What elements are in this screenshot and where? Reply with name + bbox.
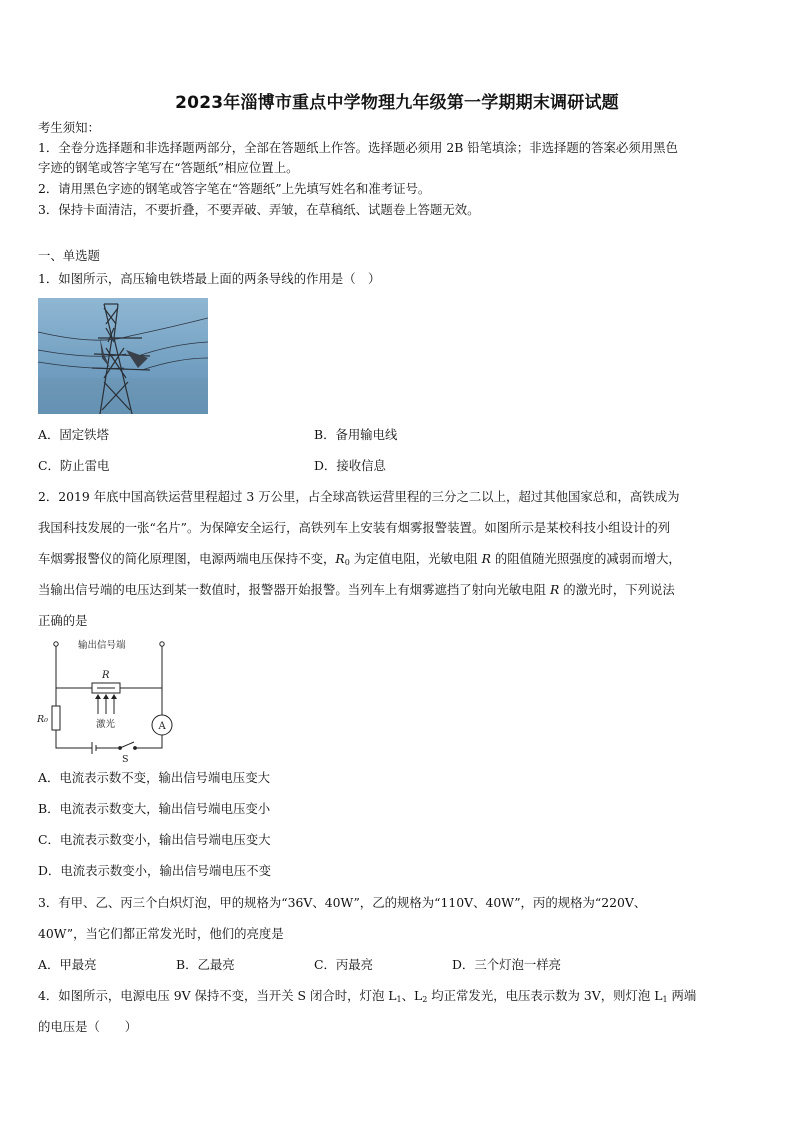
circuit-r-label: R [102, 670, 110, 681]
page-title: 2023年淄博市重点中学物理九年级第一学期期末调研试题 [175, 93, 619, 113]
notice-line-2: 字迹的钢笔或答字笔写在“答题纸”相应位置上。 [38, 160, 299, 175]
q3-line-1: 3．有甲、乙、丙三个白炽灯泡，甲的规格为“36V、40W”，乙的规格为“110V、40W”，丙的规格为“220V、 [38, 895, 647, 910]
q1-option-b: B．备用输电线 [314, 427, 398, 442]
notice-heading: 考生须知： [38, 120, 100, 135]
q2-option-c: C．电流表示数变小，输出信号端电压变大 [38, 832, 271, 847]
q2-option-b: B．电流表示数变大，输出信号端电压变小 [38, 801, 271, 816]
q2-option-d: D．电流表示数变小，输出信号端电压不变 [38, 863, 271, 878]
q1-stem: 1．如图所示，高压输电铁塔最上面的两条导线的作用是（ ） [38, 271, 381, 286]
q3-option-a: A．甲最亮 [38, 957, 97, 972]
q4-line-2: 的电压是（ ） [38, 1019, 138, 1034]
circuit-r0-label: R₀ [37, 714, 48, 725]
q1-option-d: D．接收信息 [314, 458, 386, 473]
circuit-switch-label: S [122, 754, 129, 764]
q4-line-1: 4．如图所示，电源电压 9V 保持不变，当开关 S 闭合时，灯泡 $L_1$、$L_2$ 均正常发光，电压表示数为 3V，则灯泡 $L_1$ 两端 [38, 988, 697, 1004]
notice-line-4: 3．保持卡面清洁，不要折叠，不要弄破、弄皱，在草稿纸、试题卷上答题无效。 [38, 202, 480, 217]
transmission-tower-photo [38, 298, 208, 414]
q2-line-5: 正确的是 [38, 613, 88, 628]
notice-line-3: 2．请用黑色字迹的钢笔或答字笔在“答题纸”上先填写姓名和准考证号。 [38, 181, 431, 196]
q1-option-a: A．固定铁塔 [38, 427, 109, 442]
q3-option-d: D．三个灯泡一样亮 [452, 957, 562, 972]
circuit-laser-label: 激光 [96, 719, 116, 730]
q2-line-1: 2．2019 年底中国高铁运营里程超过 3 万公里，占全球高铁运营里程的三分之二以上，超过其他国家总和，高铁成为 [38, 489, 680, 504]
q2-circuit-diagram [34, 636, 184, 764]
circuit-ammeter-label: A [158, 721, 166, 732]
q2-option-a: A．电流表示数不变，输出信号端电压变大 [38, 770, 270, 785]
circuit-output-label: 输出信号端 [78, 640, 126, 651]
q2-line-4: 当输出信号端的电压达到某一数值时，报警器开始报警。当列车上有烟雾遮挡了射向光敏电阻 R 的激光时，下列说法 [38, 582, 675, 597]
q2-line-2: 我国科技发展的一张“名片”。为保障安全运行，高铁列车上安装有烟雾报警装置。如图所示是某校科技小组设计的列 [38, 520, 671, 535]
q3-option-b: B．乙最亮 [176, 957, 235, 972]
q3-line-2: 40W”，当它们都正常发光时，他们的亮度是 [38, 926, 284, 941]
q1-option-c: C．防止雷电 [38, 458, 110, 473]
section-heading: 一、单选题 [38, 248, 100, 263]
notice-line-1: 1．全卷分选择题和非选择题两部分，全部在答题纸上作答。选择题必须用 2B 铅笔填涂；非选择题的答案必须用黑色 [38, 140, 678, 155]
q2-line-3: 车烟雾报警仪的简化原理图，电源两端电压保持不变，$R_0$ 为定值电阻，光敏电阻 R 的阻值随光照强度的减弱而增大， [38, 551, 681, 567]
q3-option-c: C．丙最亮 [314, 957, 374, 972]
